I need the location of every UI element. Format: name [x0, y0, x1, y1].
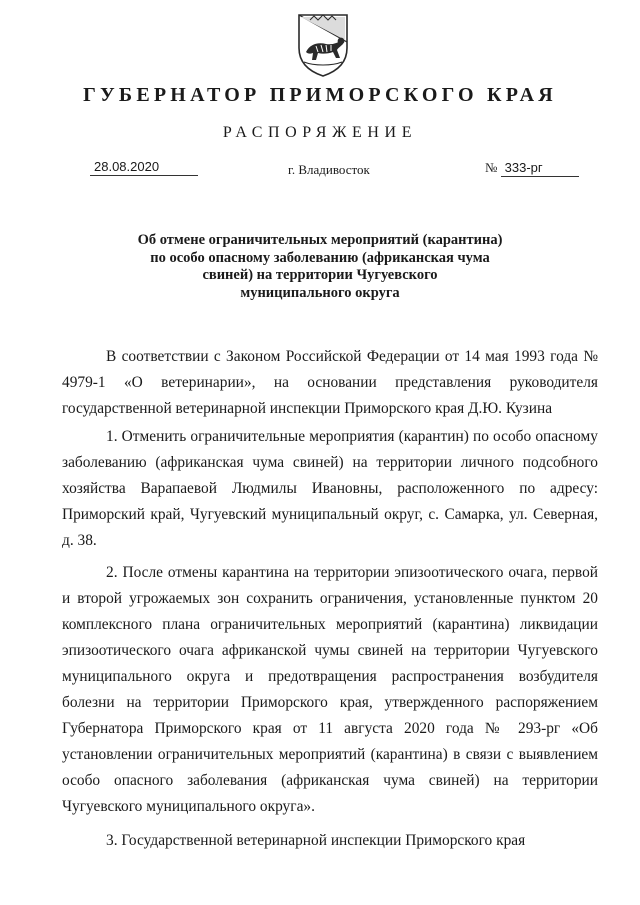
item-1-paragraph: 1. Отменить ограничительные мероприятия (карантин) по особо опасному заболеванию (африканская чума свиней) на территории личного подсобного хозяйства Варапаевой Людмилы Ивановны, расположенного по адресу: Приморский край, Чугуевский муниципальный округ, с. Самарка, ул. Северная, д. 38.: [62, 428, 598, 549]
preamble-paragraph: В соответствии с Законом Российской Федерации от 14 мая 1993 года № 4979-1 «О ветеринарии», на основании представления руководителя государственной ветеринарной инспекции Приморского края Д.Ю. Кузина: [62, 348, 598, 417]
subject-line-1: Об отмене ограничительных мероприятий (карантина): [137, 232, 503, 248]
item-2-paragraph: 2. После отмены карантина на территории эпизоотического очага, первой и второй угрожаемых зон сохранить ограничения, установленные пунктом 20 комплексного плана ограничительных мероприятий (карантина) ликвидации эпизоотического очага африканской чумы свиней на территории Чугуевского муниципального округа и предотвращения распространения возбудителя болезни на территории Приморского края, утвержденного распоряжением Губернатора Приморского края от 11 августа 2020 года № 293-рг «Об установлении ограничительных мероприятий (карантина) в связи с выявлением особо опасного заболевания (африканская чума свиней) на территории Чугуевского муниципального округа».: [62, 564, 598, 815]
document-body: [62, 344, 598, 854]
document-number-block: [485, 160, 579, 177]
item-3-paragraph: 3. Государственной ветеринарной инспекции Приморского края: [106, 832, 526, 849]
number-prefix: №: [485, 160, 498, 175]
document-type: РАСПОРЯЖЕНИЕ: [222, 124, 418, 141]
subject-line-4: муниципального округа: [240, 284, 400, 301]
document-date: 28.08.2020: [90, 159, 198, 176]
document-city: г. Владивосток: [288, 162, 370, 177]
document-subject: [100, 232, 540, 302]
organization-title: ГУБЕРНАТОР ПРИМОРСКОГО КРАЯ: [83, 84, 557, 106]
document-number: 333-рг: [501, 160, 579, 177]
subject-line-3: свиней) на территории Чугуевского: [202, 267, 438, 283]
primorsky-krai-coat-of-arms-icon: [296, 12, 350, 78]
subject-line-2: по особо опасному заболеванию (африканская чума: [150, 249, 490, 266]
